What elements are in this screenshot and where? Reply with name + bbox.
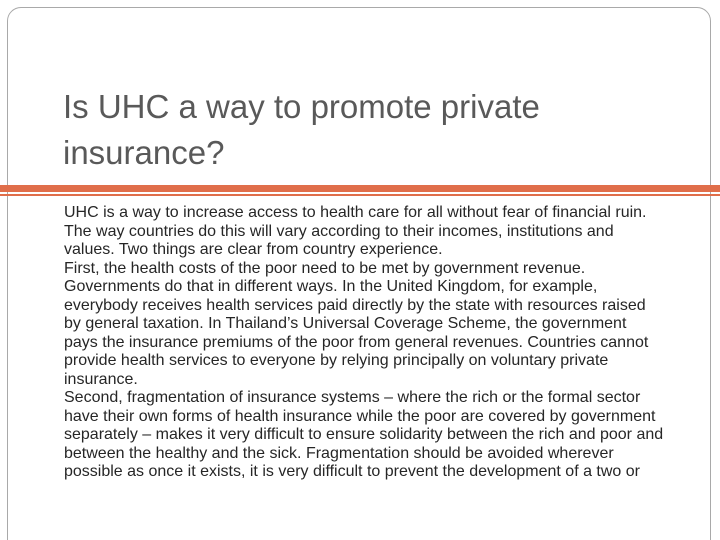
slide-title: Is UHC a way to promote private insurance? xyxy=(63,88,540,171)
slide-body xyxy=(64,204,664,540)
title-divider-thin xyxy=(0,194,720,196)
body-paragraph-1: UHC is a way to increase access to health care for all without fear of financial ruin. The way countries do this will vary according to their incomes, institutions and values. Two things are clear from country experience. xyxy=(64,204,647,258)
body-paragraph-3: Second, fragmentation of insurance systems – where the rich or the formal sector have their own forms of health insurance while the poor are covered by government separately – makes it very difficult to ensure solidarity between the rich and poor and between the healthy and the sick. Fragmentation should be avoided wherever possible as once it exists, it is very difficult to prevent the development of a two or xyxy=(64,389,664,480)
title-divider-thick xyxy=(0,185,720,192)
body-paragraph-2: First, the health costs of the poor need to be met by government revenue. Governments do that in different ways. In the United Kingdom, for example, everybody receives health services paid directly by the state with resources raised by general taxation. In Thailand’s Universal Coverage Scheme, the government pays the insurance premiums of the poor from general revenues. Countries cannot provide health services to everyone by relying principally on voluntary private insurance. xyxy=(64,259,649,388)
